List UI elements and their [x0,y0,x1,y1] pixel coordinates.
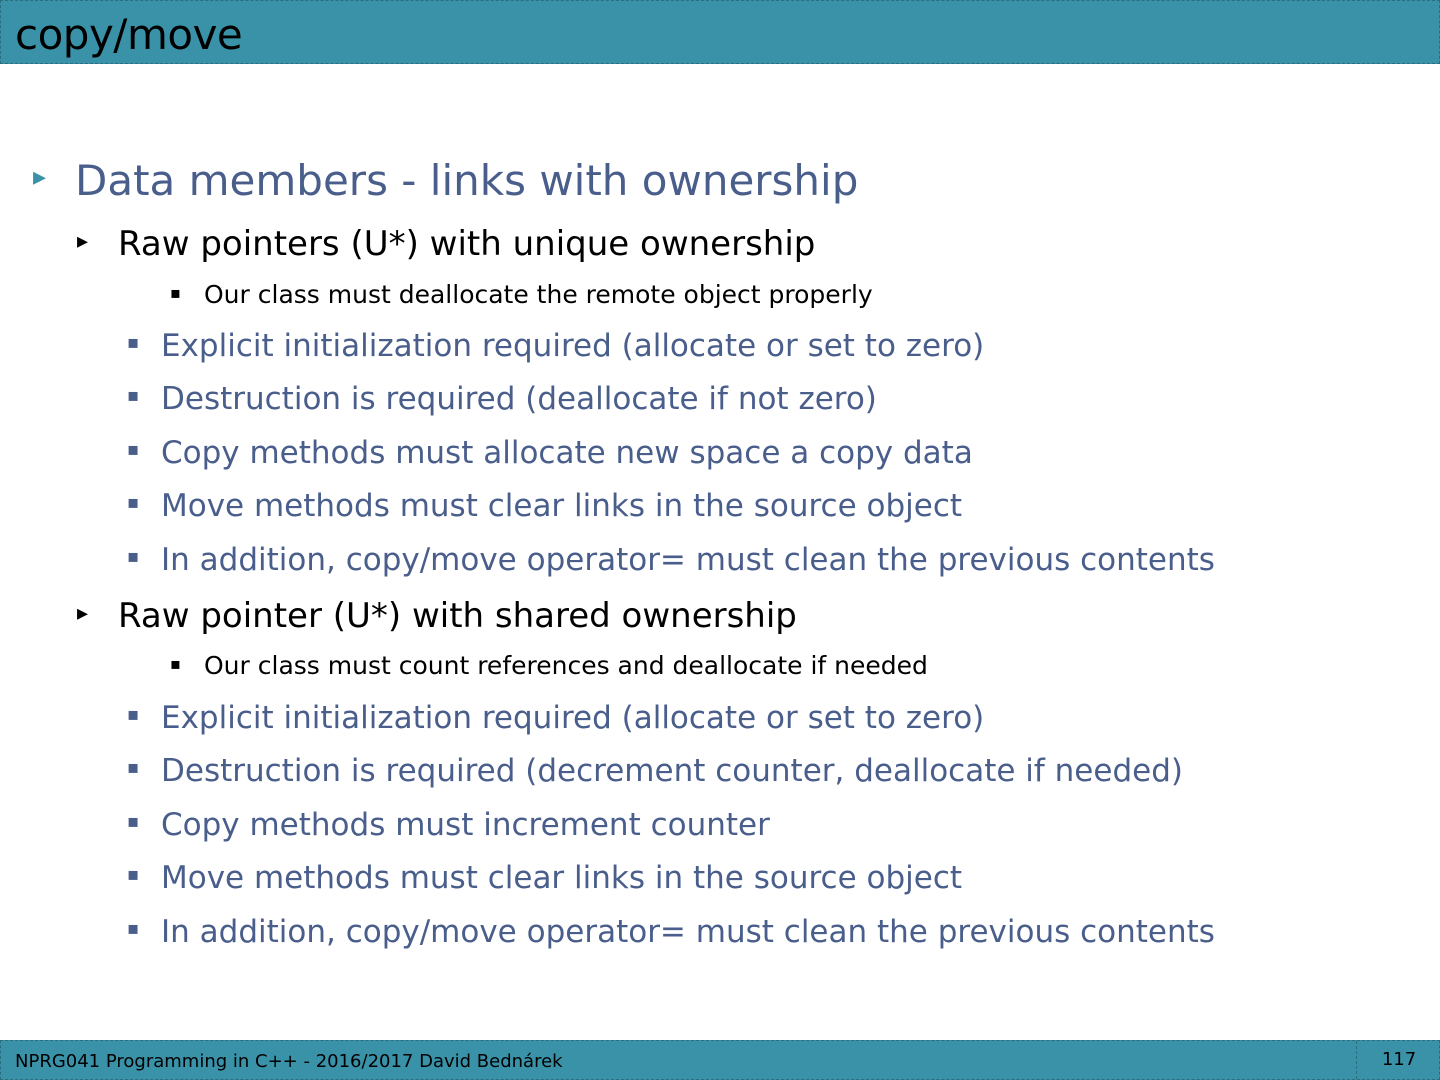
list-item-text: Destruction is required (decrement counter, deallocate if needed) [161,753,1183,789]
square-bullet-icon: ▪ [127,492,140,513]
list-item-text: In addition, copy/move operator= must clean the previous contents [161,914,1215,950]
title-bar [0,0,1440,64]
list-item-text: Move methods must clear links in the source object [161,488,963,524]
triangle-bullet-icon: ▸ [77,229,89,254]
triangle-bullet-icon: ▸ [77,601,89,626]
list-item-text: Copy methods must increment counter [161,807,770,843]
list-item-text: Explicit initialization required (allocate or set to zero) [161,700,985,736]
list-item-text: Raw pointer (U*) with shared ownership [118,596,797,636]
list-item-text: Copy methods must allocate new space a copy data [161,435,973,471]
list-item-text: Explicit initialization required (allocate or set to zero) [161,328,985,364]
square-bullet-icon: ▪ [127,385,140,406]
square-bullet-icon: ▪ [170,654,181,673]
square-bullet-icon: ▪ [127,757,140,778]
list-item-text: Our class must deallocate the remote object properly [204,280,873,309]
list-item-text: Raw pointers (U*) with unique ownership [118,224,816,264]
triangle-bullet-icon: ▸ [33,162,47,192]
square-bullet-icon: ▪ [170,283,181,302]
page-number: 117 [1381,1049,1417,1070]
square-bullet-icon: ▪ [127,332,140,353]
list-item-text: Data members - links with ownership [75,156,859,205]
list-item-text: Move methods must clear links in the source object [161,860,963,896]
square-bullet-icon: ▪ [127,439,140,460]
square-bullet-icon: ▪ [127,811,140,832]
square-bullet-icon: ▪ [127,704,140,725]
list-item-text: Destruction is required (deallocate if not zero) [161,381,877,417]
list-item-text: In addition, copy/move operator= must clean the previous contents [161,542,1215,578]
square-bullet-icon: ▪ [127,864,140,885]
square-bullet-icon: ▪ [127,918,140,939]
square-bullet-icon: ▪ [127,546,140,567]
footer-course: NPRG041 Programming in C++ - 2016/2017 David Bednárek [15,1051,563,1072]
list-item-text: Our class must count references and deallocate if needed [204,651,928,680]
footer-bar [0,1040,1440,1080]
slide-title: copy/move [15,10,243,59]
